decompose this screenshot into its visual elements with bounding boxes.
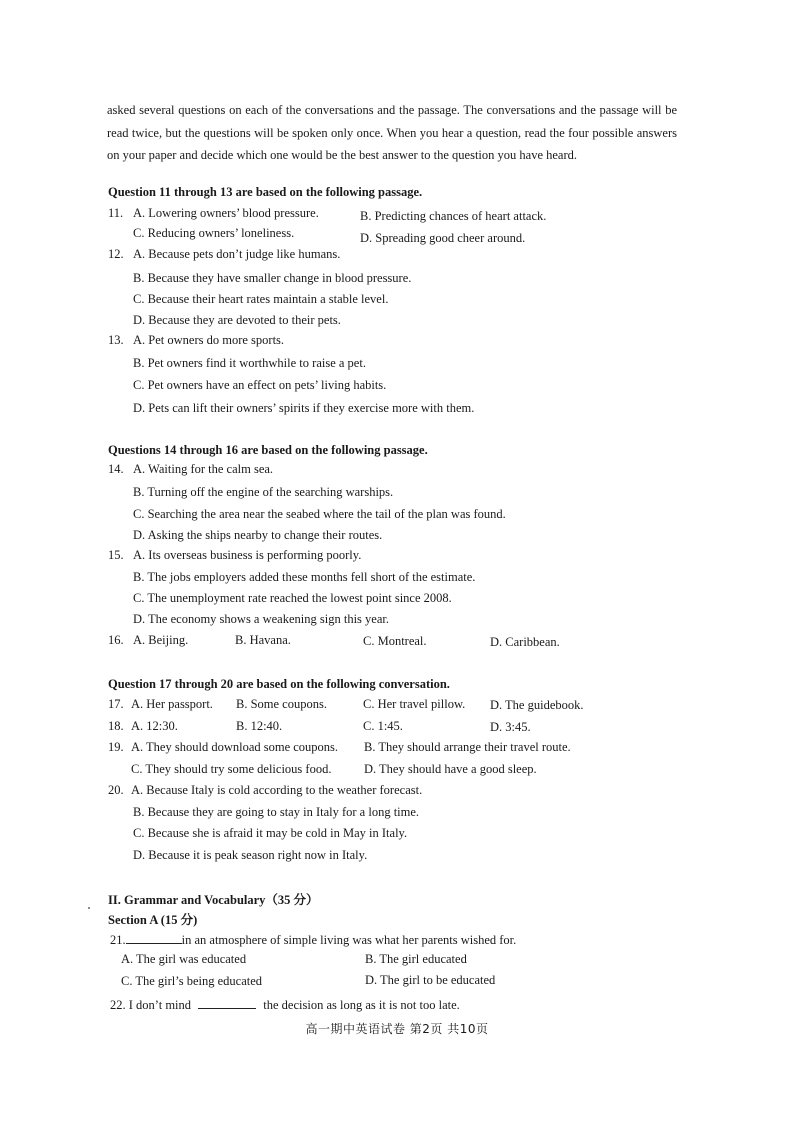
page-footer: 高一期中英语试卷 第2页 共10页 [305,1022,489,1036]
q18-option-c: C. 1:45. [363,719,403,733]
question-number-12: 12. [108,247,124,261]
q14-option-b: B. Turning off the engine of the searching warships. [133,485,394,499]
question-number-18: 18. [108,719,124,733]
q20-option-d: D. Because it is peak season right now in Italy. [133,848,368,862]
question-number-20: 20. [108,783,124,797]
q16-option-b: B. Havana. [235,633,291,647]
question-number-22: 22. [110,998,126,1012]
question-number-16: 16. [108,633,124,647]
question-number-21: 21. [110,933,126,947]
q21-answer-blank[interactable] [126,931,182,944]
q18-option-b: B. 12:40. [236,719,283,733]
q21-option-b: B. The girl educated [365,952,467,966]
question-22-stem [110,996,460,1013]
q14-option-c: C. Searching the area near the seabed where the tail of the plan was found. [133,507,506,521]
listening-instructions: asked several questions on each of the conversations and the passage. The conversations and the passage will be read twice, but the questions will be spoken only once. When you hear a question, read the four possible answers on your paper and decide which one would be the best answer to the question you have heard. [107,103,677,162]
q20-option-c: C. Because she is afraid it may be cold in May in Italy. [133,826,408,840]
q12-option-b: B. Because they have smaller change in blood pressure. [133,271,412,285]
q13-option-a: A. Pet owners do more sports. [133,333,285,347]
q20-option-a: A. Because Italy is cold according to the weather forecast. [131,783,423,797]
q15-option-d: D. The economy shows a weakening sign this year. [133,612,389,626]
q21-option-d: D. The girl to be educated [365,973,496,987]
q16-option-c: C. Montreal. [363,634,427,648]
section-a-heading: Section A (15 分) [108,913,198,927]
q11-option-b: B. Predicting chances of heart attack. [360,209,547,223]
q11-option-c: C. Reducing owners’ loneliness. [133,226,295,240]
heading-q17-20: Question 17 through 20 are based on the following conversation. [108,677,450,691]
q21-option-c: C. The girl’s being educated [121,974,263,988]
heading-q14-16: Questions 14 through 16 are based on the following passage. [108,443,428,457]
q21-stem-text: in an atmosphere of simple living was what her parents wished for. [181,933,517,947]
q19-option-a: A. They should download some coupons. [131,740,339,754]
q12-option-c: C. Because their heart rates maintain a stable level. [133,292,389,306]
question-21-stem [110,931,516,948]
q18-option-a: A. 12:30. [131,719,178,733]
q19-option-d: D. They should have a good sleep. [364,762,537,776]
q14-option-a: A. Waiting for the calm sea. [133,462,274,476]
scan-speck [88,907,90,909]
q22-stem-before: I don’t mind [128,998,192,1012]
q15-option-b: B. The jobs employers added these months fell short of the estimate. [133,570,476,584]
q19-option-c: C. They should try some delicious food. [131,762,332,776]
q21-option-a: A. The girl was educated [121,952,247,966]
q15-option-a: A. Its overseas business is performing poorly. [133,548,362,562]
heading-q11-13: Question 11 through 13 are based on the following passage. [108,185,423,199]
q13-option-d: D. Pets can lift their owners’ spirits if they exercise more with them. [133,401,475,415]
q12-option-d: D. Because they are devoted to their pets. [133,313,341,327]
q17-option-c: C. Her travel pillow. [363,697,466,711]
q17-option-a: A. Her passport. [131,697,213,711]
q19-option-b: B. They should arrange their travel route. [364,740,571,754]
q17-option-d: D. The guidebook. [490,698,584,712]
q15-option-c: C. The unemployment rate reached the lowest point since 2008. [133,591,452,605]
q17-option-b: B. Some coupons. [236,697,327,711]
question-number-19: 19. [108,740,124,754]
q16-option-d: D. Caribbean. [490,635,560,649]
q12-option-a: A. Because pets don’t judge like humans. [133,247,341,261]
question-number-14: 14. [108,462,124,476]
q22-answer-blank[interactable] [198,996,256,1009]
q18-option-d: D. 3:45. [490,720,531,734]
question-number-11: 11. [108,206,124,220]
question-number-15: 15. [108,548,124,562]
q11-option-d: D. Spreading good cheer around. [360,231,526,245]
q13-option-b: B. Pet owners find it worthwhile to raise a pet. [133,356,366,370]
q11-option-a: A. Lowering owners’ blood pressure. [133,206,319,220]
question-number-17: 17. [108,697,124,711]
q16-option-a: A. Beijing. [133,633,189,647]
grammar-heading: II. Grammar and Vocabulary（35 分） [108,893,319,907]
q14-option-d: D. Asking the ships nearby to change their routes. [133,528,383,542]
q20-option-b: B. Because they are going to stay in Italy for a long time. [133,805,420,819]
q22-stem-after: the decision as long as it is not too late. [263,998,460,1012]
question-number-13: 13. [108,333,124,347]
q13-option-c: C. Pet owners have an effect on pets’ living habits. [133,378,387,392]
